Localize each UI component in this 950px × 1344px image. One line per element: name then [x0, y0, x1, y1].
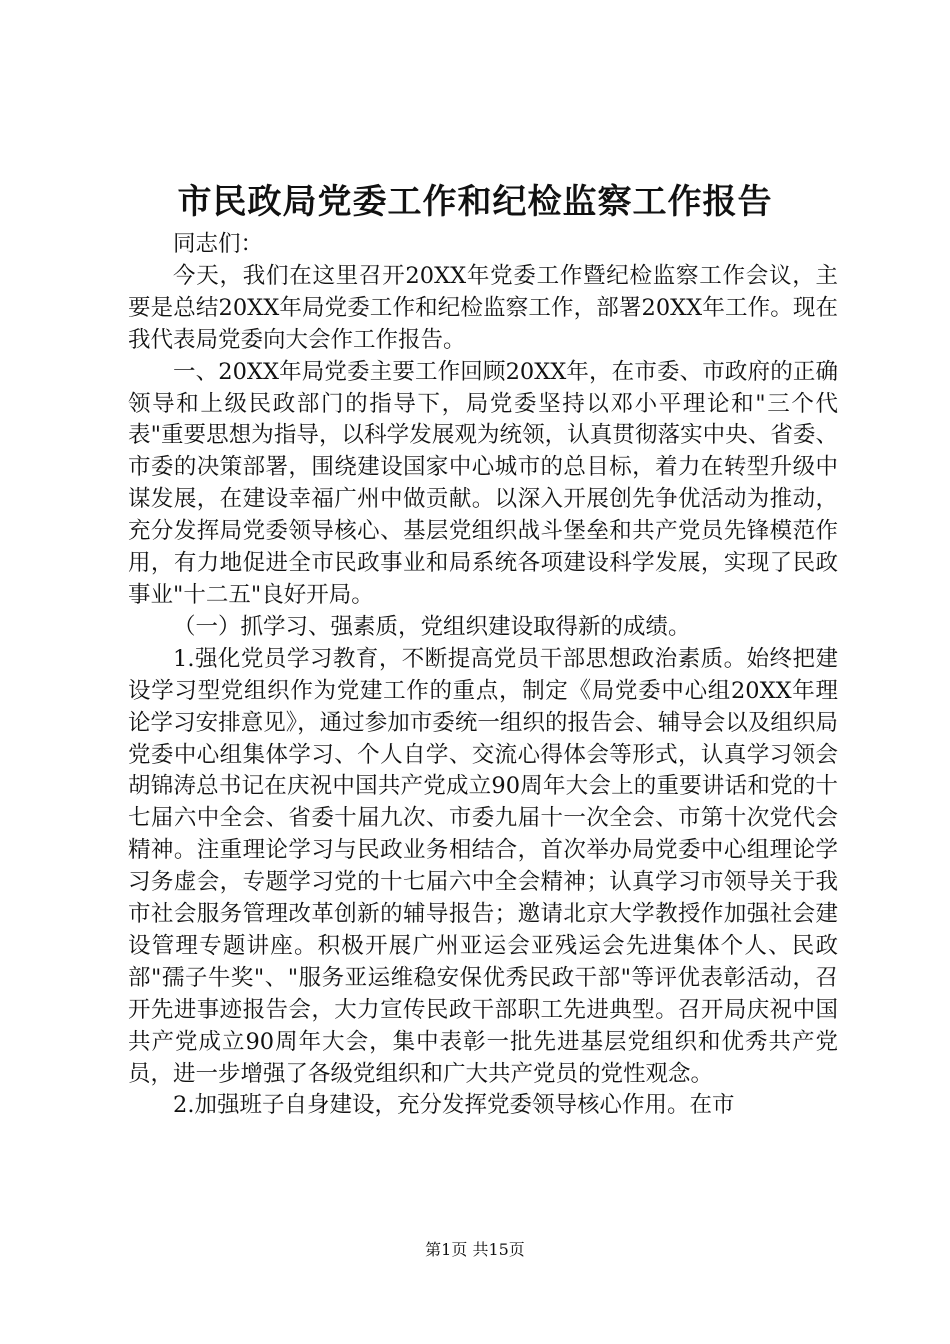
paragraph-salutation: 同志们：: [173, 231, 264, 257]
paragraph-item-two: 2.加强班子自身建设，充分发挥党委领导核心作用。在市: [173, 1092, 735, 1119]
document-title: 市民政局党委工作和纪检监察工作报告: [177, 182, 773, 222]
paragraph-intro: 今天，我们在这里召开20XX年党委工作暨纪检监察工作会议，主要是总结20XX年局党委工作和纪检监察工作，部署20XX年工作。现在我代表局党委向大会作工作报告。: [128, 262, 838, 353]
paragraph-section-one: 一、20XX年局党委主要工作回顾20XX年，在市委、市政府的正确领导和上级民政部门的指导下，局党委坚持以邓小平理论和"三个代表"重要思想为指导，以科学发展观为统领，认真贯彻落实中央、省委、市委的决策部署，围绕建设国家中心城市的总目标，着力在转型升级中谋发展，在建设幸福广州中做贡献。以深入开展创先争优活动为推动，充分发挥局党委领导核心、基层党组织战斗堡垒和共产党员先锋模范作用，有力地促进全市民政事业和局系统各项建设科学发展，实现了民政事业"十二五"良好开局。: [128, 358, 838, 608]
page-number-footer: 第1页 共15页: [425, 1240, 525, 1259]
paragraph-item-one: 1.强化党员学习教育，不断提高党员干部思想政治素质。始终把建设学习型党组织作为党建工作的重点，制定《局党委中心组20XX年理论学习安排意见》，通过参加市委统一组织的报告会、辅导会以及组织局党委中心组集体学习、个人自学、交流心得体会等形式，认真学习领会胡锦涛总书记在庆祝中国共产党成立90周年大会上的重要讲话和党的十七届六中全会、省委十届九次、市委九届十一次全会、市第十次党代会精神。注重理论学习与民政业务相结合，首次举办局党委中心组理论学习务虚会，专题学习党的十七届六中全会精神；认真学习市领导关于我市社会服务管理改革创新的辅导报告；邀请北京大学教授作加强社会建设管理专题讲座。积极开展广州亚运会亚残运会先进集体个人、民政部"孺子牛奖"、"服务亚运维稳安保优秀民政干部"等评优表彰活动，召开先进事迹报告会，大力宣传民政干部职工先进典型。召开局庆祝中国共产党成立90周年大会，集中表彰一批先进基层党组织和优秀共产党员，进一步增强了各级党组织和广大共产党员的党性观念。: [128, 645, 838, 1087]
document-body: [128, 229, 838, 1122]
paragraph-subsection-heading: （一）抓学习、强素质，党组织建设取得新的成绩。: [173, 613, 691, 640]
